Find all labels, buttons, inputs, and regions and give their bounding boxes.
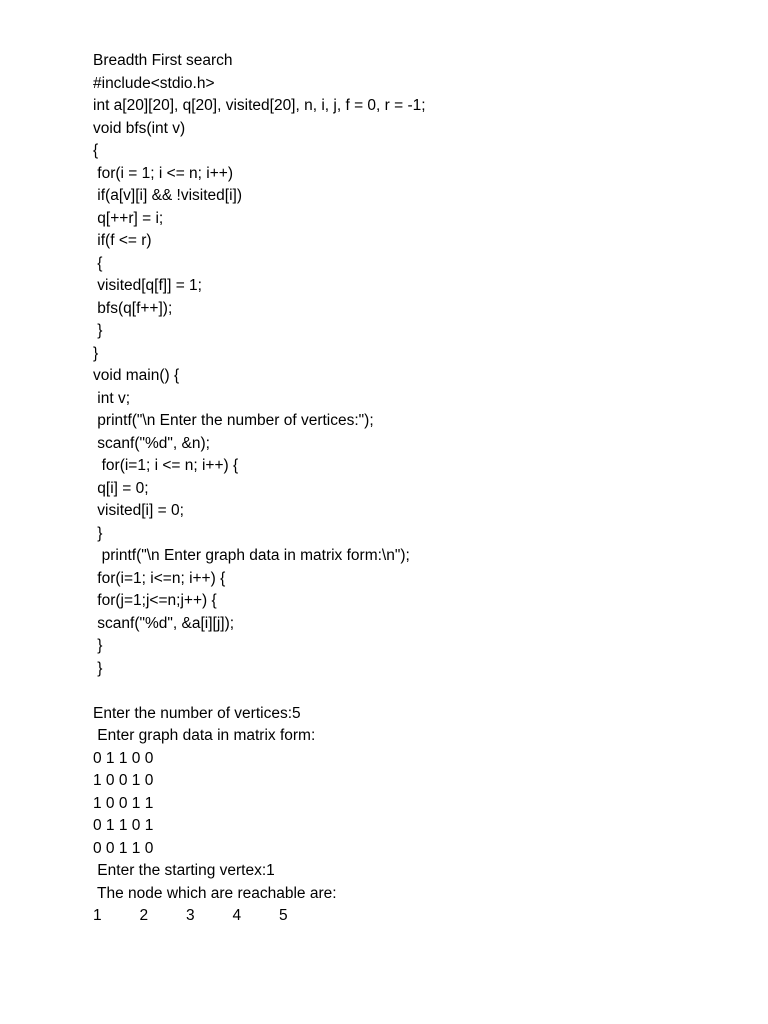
code-line: } [93, 659, 103, 677]
reachable-nodes-row [93, 905, 733, 928]
section-gap [93, 680, 733, 703]
program-output [93, 703, 733, 928]
document-title: Breadth First search [93, 52, 233, 69]
code-line: q[i] = 0; [93, 479, 149, 497]
code-line: scanf("%d", &n); [93, 434, 210, 452]
code-listing [93, 73, 733, 681]
code-line: for(i=1; i <= n; i++) { [93, 457, 239, 474]
matrix-row: 0 1 1 0 0 [93, 749, 154, 767]
matrix-row: 1 0 0 1 1 [93, 794, 154, 812]
output-line: Enter graph data in matrix form: [93, 727, 316, 744]
code-line: { [93, 254, 103, 272]
code-line: bfs(q[f++]); [93, 299, 173, 317]
code-line: } [93, 322, 103, 339]
code-line: int a[20][20], q[20], visited[20], n, i, j, f = 0, r = -1; [93, 97, 426, 114]
reachable-node: 4 [232, 907, 242, 924]
reachable-node: 1 [93, 907, 102, 924]
code-line: void main() { [93, 367, 180, 384]
code-line: if(f <= r) [93, 232, 152, 249]
matrix-row: 0 1 1 0 1 [93, 817, 154, 834]
code-line: for(i = 1; i <= n; i++) [93, 164, 233, 182]
code-line: void bfs(int v) [93, 119, 186, 137]
code-line: visited[q[f]] = 1; [93, 277, 202, 294]
code-line: if(a[v][i] && !visited[i]) [93, 187, 243, 204]
code-line: #include<stdio.h> [93, 74, 215, 92]
code-line: for(i=1; i<=n; i++) { [93, 569, 226, 587]
matrix-row: 1 0 0 1 0 [93, 772, 154, 789]
output-line: Enter the number of vertices:5 [93, 704, 301, 722]
output-line: The node which are reachable are: [93, 884, 337, 902]
reachable-node: 2 [139, 907, 149, 924]
matrix-row: 0 0 1 1 0 [93, 839, 154, 857]
code-line: } [93, 524, 103, 542]
code-line: printf("\n Enter graph data in matrix form:\n"); [93, 547, 410, 564]
document-content [93, 50, 733, 928]
code-line: scanf("%d", &a[i][j]); [93, 614, 235, 632]
code-line: for(j=1;j<=n;j++) { [93, 592, 217, 609]
output-line: Enter the starting vertex:1 [93, 862, 275, 879]
code-line: q[++r] = i; [93, 209, 164, 227]
code-line: int v; [93, 389, 131, 407]
code-line: } [93, 637, 103, 654]
reachable-node: 5 [279, 907, 288, 924]
code-line: { [93, 142, 99, 159]
code-line: printf("\n Enter the number of vertices:"); [93, 412, 374, 429]
code-line: visited[i] = 0; [93, 502, 184, 519]
code-line: } [93, 344, 99, 362]
reachable-node: 3 [186, 907, 195, 924]
